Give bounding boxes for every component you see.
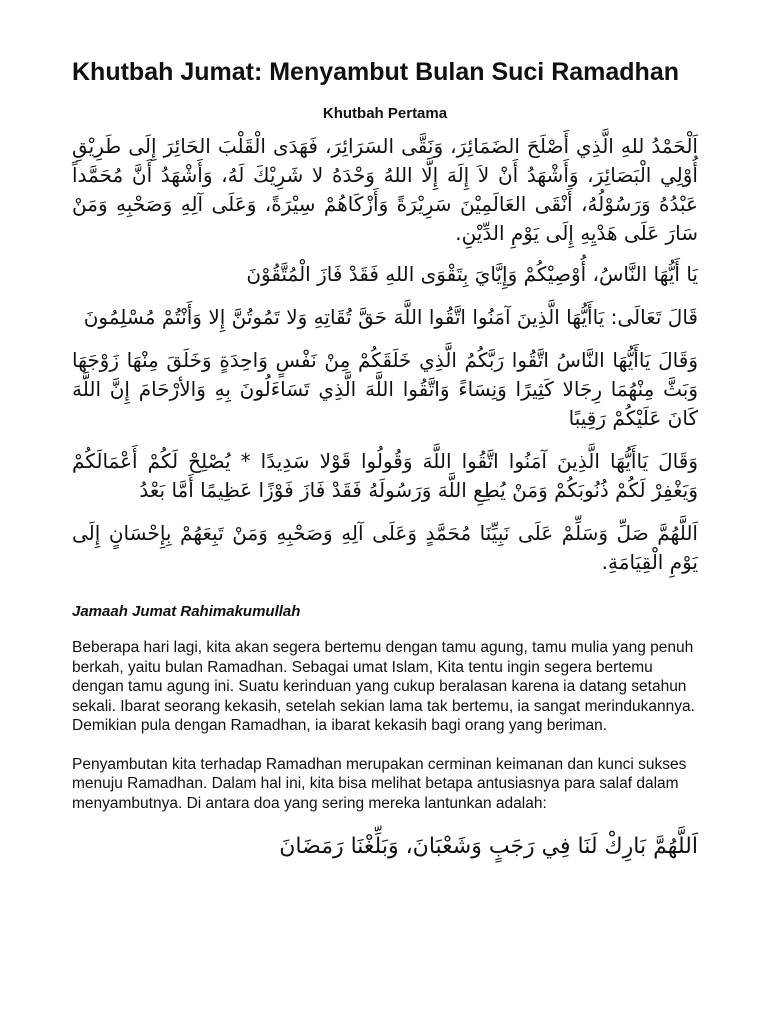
arabic-verse-an-nisa: وَقَالَ يَاأَيُّهَا النَّاسُ اتَّقُوا رَبَّكُمُ الَّذِي خَلَقَكُمْ مِنْ نَفْسٍ وَاحِدَةٍ وَخَلَقَ مِنْهَا زَوْجَهَا وَبَثَّ مِنْهُمَا رِجَالا كَثِيرًا وَنِسَاءً وَاتَّقُوا اللَّهَ الَّذِي تَسَاءَلُونَ بِهِ وَالأرْحَامَ إِنَّ اللَّهَ كَانَ عَلَيْكُمْ رَقِيبًا bbox=[72, 348, 698, 430]
arabic-taqwa-exhortation: يَا أَيُّهَا النَّاسُ، أُوْصِيْكُمْ وَإِيَّايَ بِتَقْوَى اللهِ فَقَدْ فَازَ الْمُتَّقُوْنَ bbox=[246, 262, 698, 286]
khutbah-subtitle: Khutbah Pertama bbox=[322, 105, 448, 122]
body-paragraph: Beberapa hari lagi, kita akan segera bertemu dengan tamu agung, tamu mulia yang penuh berkah, yaitu bulan Ramadhan. Sebagai umat Islam, Kita tentu ingin segera bertemu dengan tamu agung ini. Suatu kerinduan yang cukup beralasan karena ia datang setahun sekali. Ibarat seorang kekasih, setelah sekian lama tak bertemu, ia sangat merindukannya. Demikian pula dengan Ramadhan, ia ibarat kekasih bagi orang yang beriman. bbox=[72, 639, 695, 734]
arabic-opening-praise: اَلْحَمْدُ للهِ الَّذِي أَصْلَحَ الضَمَائِرَ، وَنَقَّى السَرَائِرَ، فَهَدَى الْقَلْبَ الحَائِرَ إِلَى طَرِيْقِ أُوْلِي الْبَصَائِرَ، وَأَشْهَدُ أَنْ لاَ إِلَهَ إِلَّا اللهُ وَحْدَهُ لا شَرِيْكَ لَهُ، وَأَشْهَدُ أَنَّ مُحَمَّداً عَبْدُهُ وَرَسُوْلُهُ، أَنْقَى العَالَمِيْنَ سَرِيْرَةً وَأَزْكَاهُمْ سِيْرَةً، وَعَلَى آلِهِ وَصَحْبِهِ وَمَنْ سَارَ عَلَى هَدْيِهِ إِلَى يَوْمِ الدِّيْنِ. bbox=[72, 134, 698, 245]
document-title: Khutbah Jumat: Menyambut Bulan Suci Ramadhan bbox=[72, 58, 680, 86]
section-heading: Jamaah Jumat Rahimakumullah bbox=[72, 603, 301, 620]
arabic-salawat: اَللَّهُمَّ صَلِّ وَسَلِّمْ عَلَى نَبِيِّنَا مُحَمَّدٍ وَعَلَى آلِهِ وَصَحْبِهِ وَمَنْ تَبِعَهُمْ بِإِحْسَانٍ إِلَى يَوْمِ الْقِيَامَةِ. bbox=[72, 521, 698, 574]
document-page bbox=[72, 58, 698, 875]
body-paragraph: Penyambutan kita terhadap Ramadhan merupakan cerminan keimanan dan kunci sukses menuju Ramadhan. Dalam hal ini, kita bisa melihat betapa antusiasnya para salaf dalam menyambutnya. Di antara doa yang sering mereka lantunkan adalah: bbox=[72, 755, 687, 812]
arabic-verse-al-ahzab: وَقَالَ يَاأَيُّهَا الَّذِينَ آمَنُوا اتَّقُوا اللَّهَ وَقُولُوا قَوْلا سَدِيدًا * يُصْلِحْ لَكُمْ أَعْمَالَكُمْ وَيَغْفِرْ لَكُمْ ذُنُوبَكُمْ وَمَنْ يُطِعِ اللَّهَ وَرَسُولَهُ فَقَدْ فَازَ فَوْزًا عَظِيمًا أَمَّا بَعْدُ bbox=[72, 449, 698, 502]
arabic-doa: اَللَّهُمَّ بَارِكْ لَنَا فِي رَجَبٍ وَشَعْبَانَ، وَبَلِّغْنَا رَمَضَانَ bbox=[279, 834, 698, 859]
arabic-verse-ali-imran: قَالَ تَعَالَى: يَاأَيُّهَا الَّذِينَ آمَنُوا اتَّقُوا اللَّهَ حَقَّ تُقَاتِهِ وَلا تَمُوتُنَّ إِلا وَأَنْتُمْ مُسْلِمُونَ bbox=[83, 305, 698, 329]
